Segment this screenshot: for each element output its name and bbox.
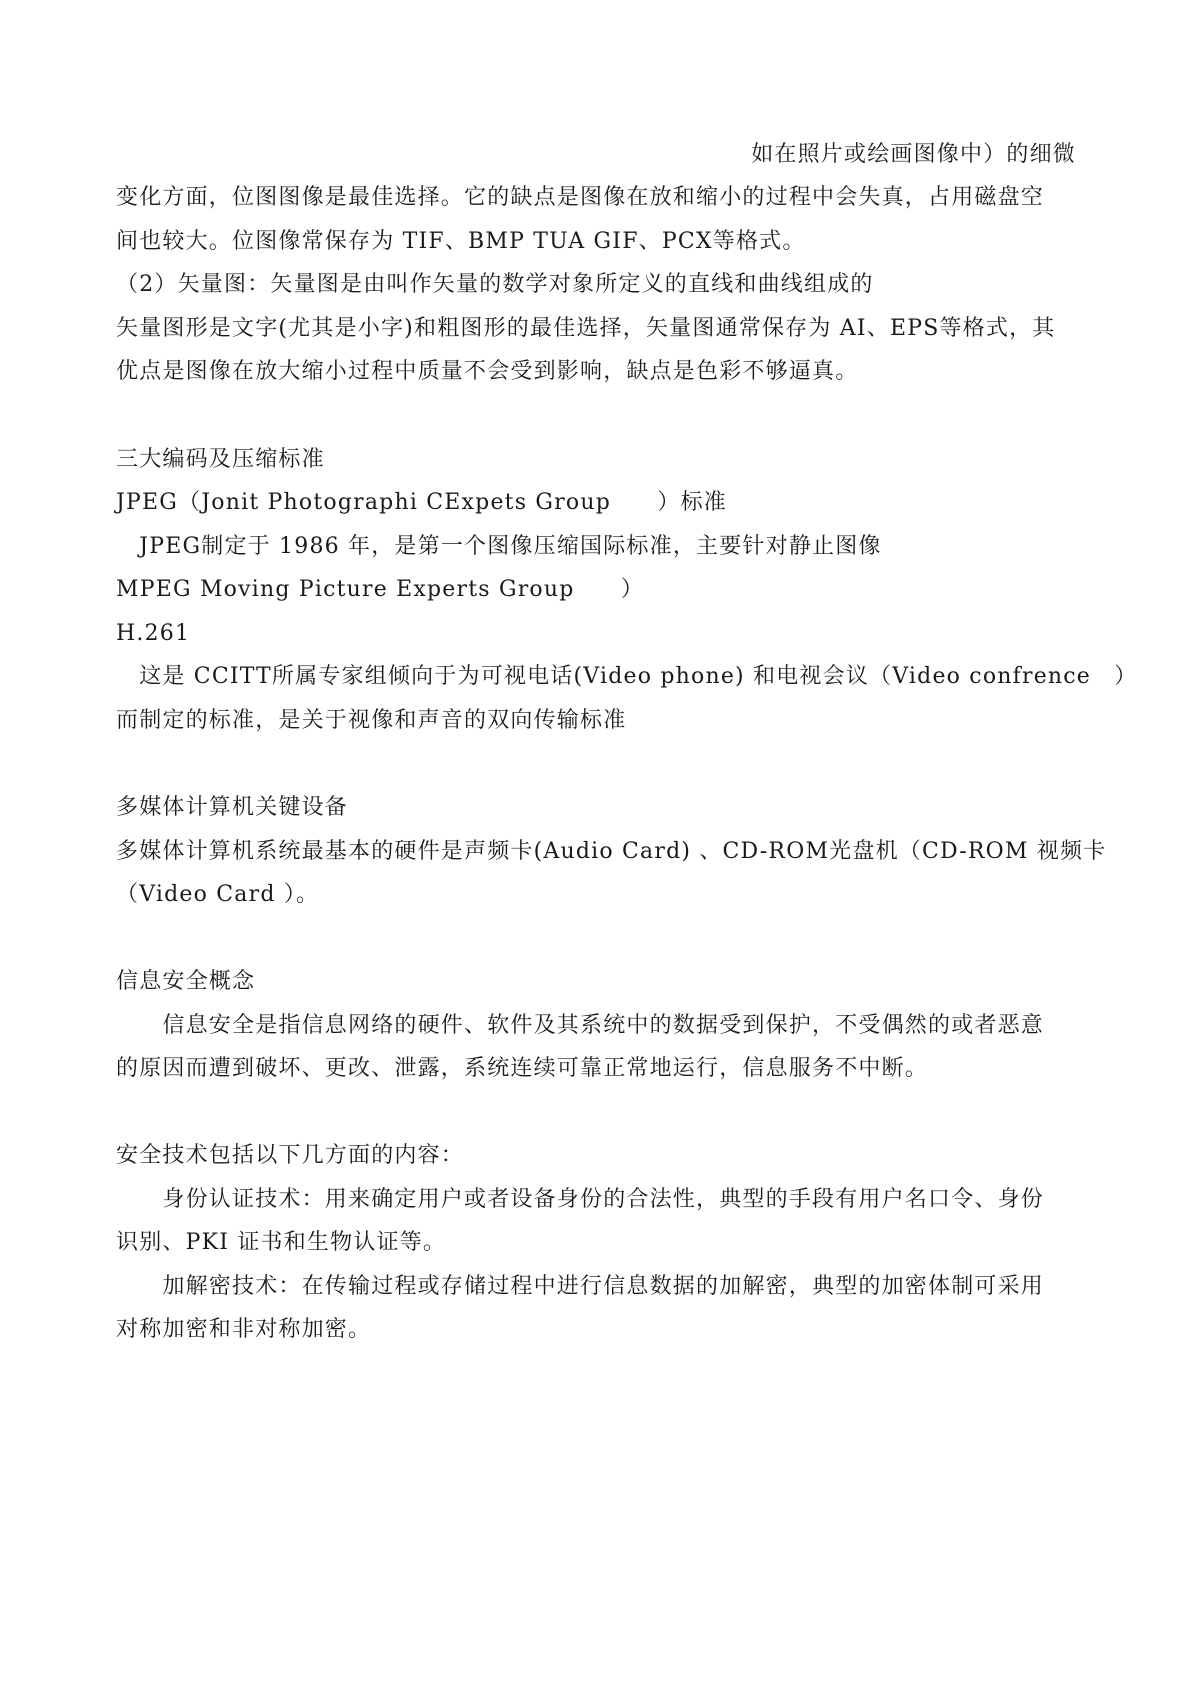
text-line: （Video Card ）。 [116, 882, 320, 907]
text-line: （2）矢量图：矢量图是由叫作矢量的数学对象所定义的直线和曲线组成的 [116, 272, 874, 297]
text-line: 间也较大。位图像常保存为 TIF、BMP TUA GIF、PCX等格式。 [116, 229, 806, 254]
text-line: 优点是图像在放大缩小过程中质量不会受到影响，缺点是色彩不够逼真。 [116, 359, 859, 384]
section-heading: 信息安全概念 [116, 969, 256, 994]
section-heading: 安全技术包括以下几方面的内容： [116, 1143, 465, 1168]
text-line: JPEG（Jonit Photographi CExpets Group ）标准 [116, 490, 727, 515]
text-line: 这是 CCITT所属专家组倾向于为可视电话(Video phone) 和电视会议（Video confrence ） [116, 664, 1138, 689]
text-line: H.261 [116, 621, 191, 646]
text-line: 多媒体计算机系统最基本的硬件是声频卡(Audio Card) 、CD-ROM光盘机（CD-ROM 视频卡 [116, 839, 1107, 864]
text-line: 而制定的标准，是关于视像和声音的双向传输标准 [116, 708, 627, 733]
text-line: 矢量图形是文字(尤其是小字)和粗图形的最佳选择，矢量图通常保存为 AI、EPS等格式，其 [116, 316, 1056, 341]
text-line: MPEG Moving Picture Experts Group ） [116, 577, 645, 602]
section-heading: 三大编码及压缩标准 [116, 447, 325, 472]
text-line: 识别、PKI 证书和生物认证等。 [116, 1230, 447, 1255]
text-line: JPEG制定于 1986 年，是第一个图像压缩国际标准，主要针对静止图像 [116, 534, 882, 559]
section-heading: 多媒体计算机关键设备 [116, 795, 349, 820]
text-line: 信息安全是指信息网络的硬件、软件及其系统中的数据受到保护，不受偶然的或者恶意 [116, 1013, 1045, 1038]
text-line: 如在照片或绘画图像中）的细微 [751, 142, 1076, 167]
text-line: 变化方面，位图图像是最佳选择。它的缺点是图像在放和缩小的过程中会失真，占用磁盘空 [116, 185, 1045, 210]
text-line: 的原因而遭到破坏、更改、泄露，系统连续可靠正常地运行，信息服务不中断。 [116, 1056, 929, 1081]
text-line: 身份认证技术：用来确定用户或者设备身份的合法性，典型的手段有用户名口令、身份 [116, 1187, 1045, 1212]
text-line: 加解密技术：在传输过程或存储过程中进行信息数据的加解密，典型的加密体制可采用 [116, 1274, 1045, 1299]
text-line: 对称加密和非对称加密。 [116, 1317, 372, 1342]
